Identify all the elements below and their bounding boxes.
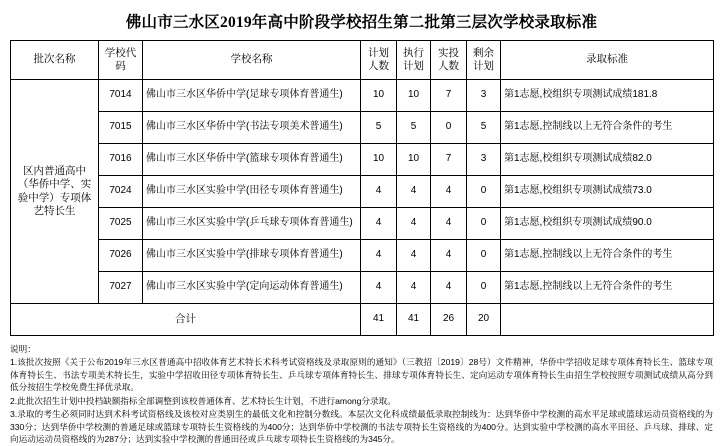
admission-standard: 第1志愿,控制线以上无符合条件的考生 <box>501 112 714 144</box>
table-row <box>11 176 714 208</box>
actual-count: 7 <box>431 80 467 112</box>
plan-count: 4 <box>361 272 397 304</box>
plan-count: 4 <box>361 240 397 272</box>
school-name: 佛山市三水区实验中学(乒乓球专项体育普通生) <box>143 208 361 240</box>
actual-count: 0 <box>431 112 467 144</box>
school-code: 7024 <box>99 176 143 208</box>
school-name: 佛山市三水区华侨中学(足球专项体育普通生) <box>143 80 361 112</box>
school-name: 佛山市三水区华侨中学(书法专项美术普通生) <box>143 112 361 144</box>
exec-plan: 4 <box>397 240 431 272</box>
column-header-school: 学校名称 <box>143 41 361 80</box>
plan-count: 4 <box>361 208 397 240</box>
note-item-1: 1.该批次按照《关于公布2019年三水区普通高中招收体育艺术特长术科考试资格线及录取原则的通知》（三教招〔2019〕28号）文件精神，华侨中学招收足球专项体育特长生、篮球专项体育特长生、书法专项美术特长生，实验中学招收田径专项体育特长生、乒乓球专项体育特长生、排球专项体育特长生、定向运动专项体育特长生由招生学校按照专项测试成绩从高分到低分按招生学校免费生择优录取。 <box>10 357 713 393</box>
page-title: 佛山市三水区2019年高中阶段学校招生第二批第三层次学校录取标准 <box>125 14 598 31</box>
exec-plan: 4 <box>397 208 431 240</box>
batch-name-cell: 区内普通高中（华侨中学、实验中学）专项体艺特长生 <box>11 80 99 304</box>
remain-plan: 3 <box>467 144 501 176</box>
actual-count: 4 <box>431 272 467 304</box>
column-header-exec: 执行计划 <box>397 41 431 80</box>
column-header-actual: 实投人数 <box>431 41 467 80</box>
actual-count: 7 <box>431 144 467 176</box>
table-row <box>11 80 714 112</box>
school-code: 7027 <box>99 272 143 304</box>
remain-plan: 0 <box>467 176 501 208</box>
school-name: 佛山市三水区实验中学(排球专项体育普通生) <box>143 240 361 272</box>
admission-standard: 第1志愿,控制线以上无符合条件的考生 <box>501 240 714 272</box>
total-plan: 41 <box>361 304 397 336</box>
school-code: 7026 <box>99 240 143 272</box>
remain-plan: 5 <box>467 112 501 144</box>
exec-plan: 4 <box>397 272 431 304</box>
table-row <box>11 208 714 240</box>
total-exec: 41 <box>397 304 431 336</box>
column-header-remain: 剩余计划 <box>467 41 501 80</box>
plan-count: 5 <box>361 112 397 144</box>
note-item-2: 2.此批次招生计划中投档缺额指标全部调整到该校普通体育、艺术特长生计划，不进行among分录取。 <box>10 395 396 406</box>
column-header-code: 学校代码 <box>99 41 143 80</box>
total-label: 合计 <box>11 304 361 336</box>
table-row <box>11 240 714 272</box>
actual-count: 4 <box>431 176 467 208</box>
school-name: 佛山市三水区华侨中学(篮球专项体育普通生) <box>143 144 361 176</box>
actual-count: 4 <box>431 240 467 272</box>
total-actual: 26 <box>431 304 467 336</box>
admission-standard: 第1志愿,控制线以上无符合条件的考生 <box>501 272 714 304</box>
remain-plan: 0 <box>467 240 501 272</box>
notes-heading: 说明： <box>10 344 36 354</box>
column-header-plan: 计划人数 <box>361 41 397 80</box>
school-code: 7015 <box>99 112 143 144</box>
notes-section <box>10 343 713 446</box>
remain-plan: 3 <box>467 80 501 112</box>
note-item-3: 3.录取的考生必须同时达到术科考试资格线及该校对应类别生的最低文化和控制分数线。本层次文化科成绩最低录取控制线为：达到华侨中学校测的高水平足球或篮球运动员资格线的为330分；达到华侨中学校测的普通足球或篮球专项特长生资格线的为400分；达到华侨中学校测的书法专项特长生资格线的为400分。达到实验中学校测的高水平田径、乒乓球、排球、定向运动运动员资格线的为287分；达到实验中学校测的普通田径或乒乓球专项特长生资格线的为345分。 <box>10 409 713 445</box>
actual-count: 4 <box>431 208 467 240</box>
table-total-row <box>11 304 714 336</box>
exec-plan: 10 <box>397 80 431 112</box>
school-name: 佛山市三水区实验中学(田径专项体育普通生) <box>143 176 361 208</box>
column-header-batch: 批次名称 <box>11 41 99 80</box>
table-row <box>11 272 714 304</box>
plan-count: 10 <box>361 144 397 176</box>
plan-count: 4 <box>361 176 397 208</box>
admission-standard: 第1志愿,校组织专项测试成绩82.0 <box>501 144 714 176</box>
exec-plan: 4 <box>397 176 431 208</box>
admission-standards-table <box>10 40 714 336</box>
plan-count: 10 <box>361 80 397 112</box>
admission-standard: 第1志愿,校组织专项测试成绩73.0 <box>501 176 714 208</box>
total-remain: 20 <box>467 304 501 336</box>
total-standard <box>501 304 714 336</box>
admission-standard: 第1志愿,校组织专项测试成绩90.0 <box>501 208 714 240</box>
school-code: 7025 <box>99 208 143 240</box>
table-header-row <box>11 41 714 80</box>
exec-plan: 5 <box>397 112 431 144</box>
admission-standard: 第1志愿,校组织专项测试成绩181.8 <box>501 80 714 112</box>
remain-plan: 0 <box>467 272 501 304</box>
school-name: 佛山市三水区实验中学(定向运动体育普通生) <box>143 272 361 304</box>
table-row <box>11 144 714 176</box>
school-code: 7016 <box>99 144 143 176</box>
remain-plan: 0 <box>467 208 501 240</box>
column-header-standard: 录取标准 <box>501 41 714 80</box>
table-row <box>11 112 714 144</box>
school-code: 7014 <box>99 80 143 112</box>
exec-plan: 10 <box>397 144 431 176</box>
